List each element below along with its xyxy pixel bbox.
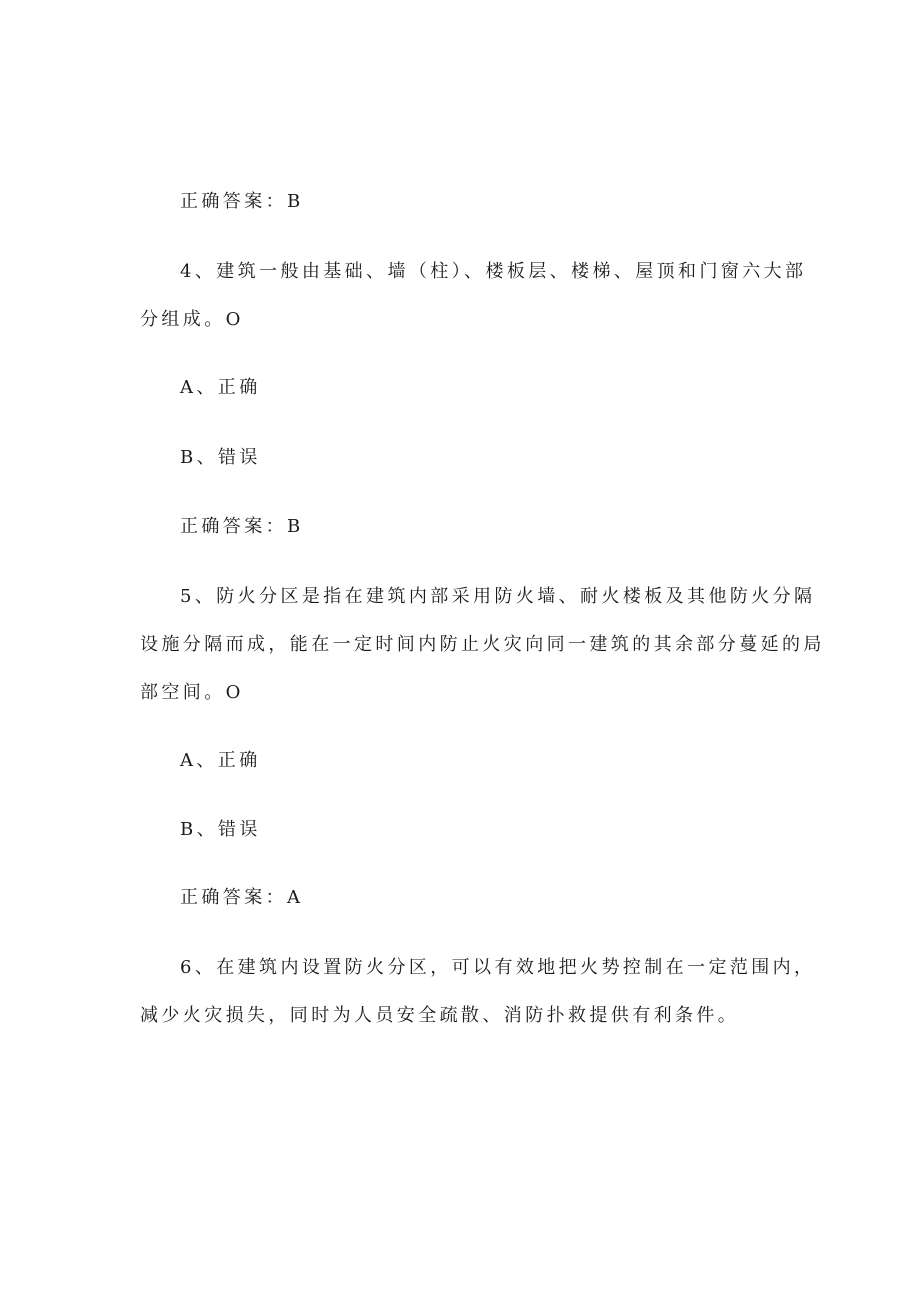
q5-text-line2: 设施分隔而成，能在一定时间内防止火灾向同一建筑的其余部分蔓延的局	[140, 634, 825, 655]
q5-option-a: A、正确	[180, 750, 261, 771]
q5-option-b: B、错误	[180, 819, 261, 840]
q4-answer: 正确答案：B	[180, 516, 304, 537]
q3-answer: 正确答案：B	[180, 191, 304, 212]
q4-text-line1: 4、建筑一般由基础、墙（柱）、楼板层、楼梯、屋顶和门窗六大部	[180, 261, 807, 282]
q5-answer: 正确答案：A	[180, 887, 304, 908]
q4-option-b: B、错误	[180, 447, 261, 468]
q4-text-line2: 分组成。O	[140, 309, 244, 330]
q6-text-line2: 减少火灾损失，同时为人员安全疏散、消防扑救提供有利条件。	[140, 1005, 740, 1026]
q4-option-a: A、正确	[180, 377, 261, 398]
q5-text-line1: 5、防火分区是指在建筑内部采用防火墙、耐火楼板及其他防火分隔	[180, 586, 816, 607]
q5-text-line3: 部空间。O	[140, 682, 244, 703]
q6-text-line1: 6、在建筑内设置防火分区，可以有效地把火势控制在一定范围内，	[180, 957, 816, 978]
